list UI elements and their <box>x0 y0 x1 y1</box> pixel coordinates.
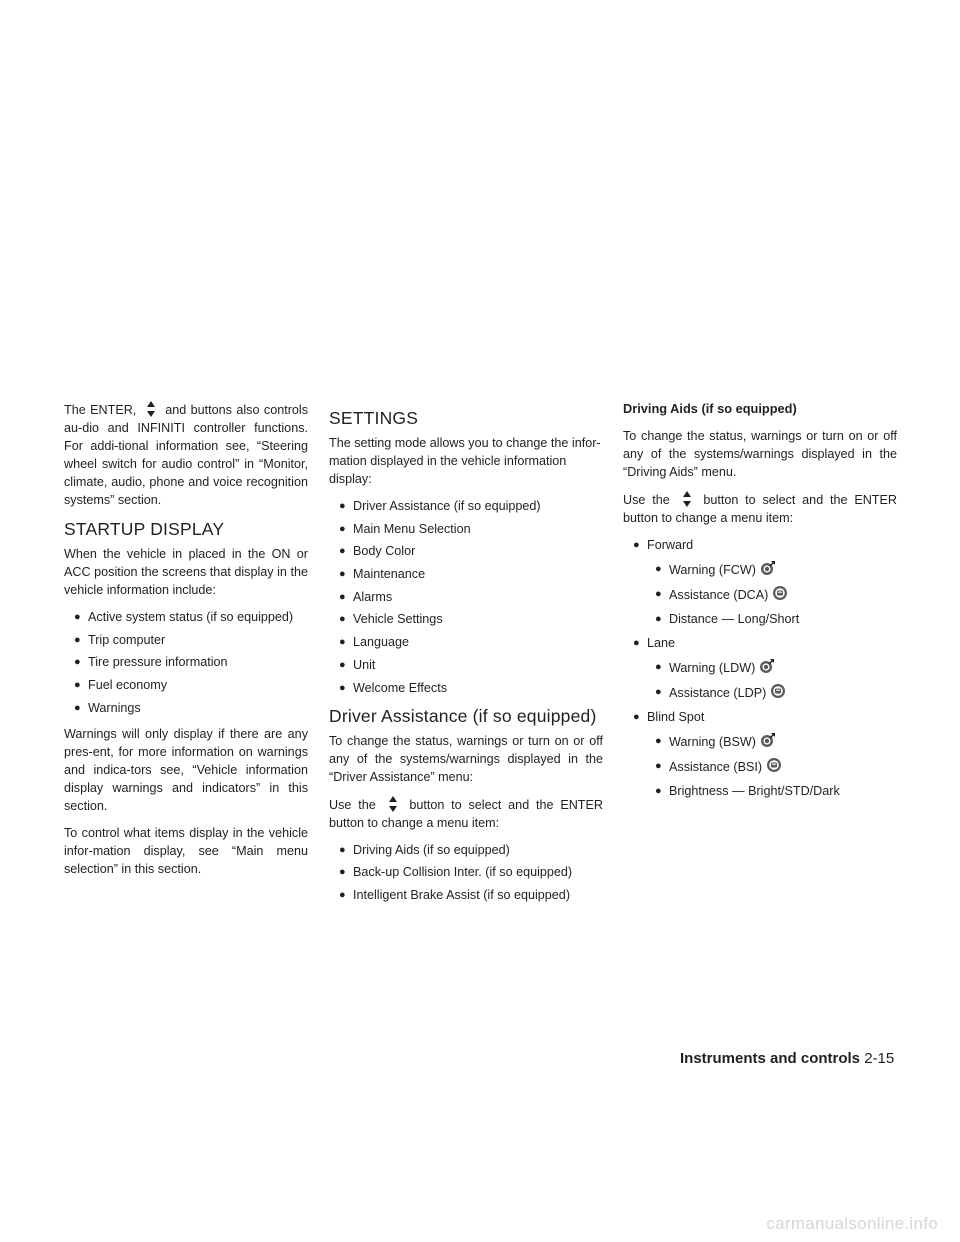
list-item-text: Alarms <box>353 589 393 604</box>
list-item-text: Assistance (BSI) <box>669 760 763 774</box>
use-text-start: Use the <box>329 797 376 812</box>
list-item <box>339 565 603 583</box>
list-item-text: Trip computer <box>88 632 166 647</box>
blind-spot-sublist <box>647 732 897 800</box>
list-item-blind-spot <box>633 708 897 800</box>
list-item <box>339 588 603 606</box>
assist-system-icon <box>772 585 788 601</box>
list-item <box>339 542 603 560</box>
list-item <box>655 757 897 776</box>
up-down-arrows-icon <box>143 400 159 418</box>
list-item <box>655 732 897 751</box>
startup-display-heading: STARTUP DISPLAY <box>64 519 225 539</box>
bullet: ● <box>74 701 81 714</box>
list-item-text: Vehicle Settings <box>353 612 443 627</box>
list-item <box>74 653 308 671</box>
bullet: ● <box>339 681 346 694</box>
bullet: ● <box>655 661 662 673</box>
list-item-text: Driving Aids (if so equipped) <box>353 842 510 857</box>
forward-sublist <box>647 560 897 628</box>
list-item-text: Warning (FCW) <box>669 563 756 577</box>
list-item-text: Tire pressure information <box>88 655 228 670</box>
bullet: ● <box>339 500 346 512</box>
startup-list <box>64 608 308 717</box>
bullet: ● <box>339 590 346 603</box>
up-down-arrows-icon <box>385 795 401 813</box>
bullet: ● <box>655 785 662 797</box>
list-item <box>655 683 897 702</box>
page-footer <box>680 1050 894 1067</box>
list-item <box>655 585 897 604</box>
startup-paragraph: When the vehicle in placed in the ON or ACC position the screens that display in the vehicle information include: <box>64 547 308 597</box>
list-item-text: Welcome Effects <box>353 680 448 695</box>
use-text-end: button to select and the ENTER button to change a menu item: <box>623 493 897 525</box>
bullet: ● <box>633 711 640 723</box>
bullet: ● <box>339 658 346 671</box>
blind-spot-label: Blind Spot <box>647 710 705 724</box>
driving-aids-heading: Driving Aids (if so equipped) <box>623 401 797 416</box>
driving-aids-list <box>623 536 897 800</box>
list-item-text: Body Color <box>353 544 416 559</box>
bullet: ● <box>339 568 346 581</box>
list-item-text: Distance — Long/Short <box>669 612 800 626</box>
page-number: 2-15 <box>864 1050 895 1067</box>
lane-label: Lane <box>647 636 676 650</box>
bullet: ● <box>655 613 662 625</box>
list-item <box>339 520 603 538</box>
control-paragraph: To control what items display in the vehicle infor-mation display, see “Main menu selection” in this section. <box>64 825 308 876</box>
intro-text-start: The ENTER, <box>64 403 137 417</box>
driver-assistance-paragraph: To change the status, warnings or turn on or off any of the systems/warnings displayed in the “Driver Assistance” menu: <box>329 733 603 784</box>
list-item-text: Warning (BSW) <box>669 735 756 749</box>
section-title: Instruments and controls <box>680 1050 861 1067</box>
bullet: ● <box>655 563 662 575</box>
up-down-arrows-icon <box>679 490 695 508</box>
warning-system-icon <box>760 560 776 576</box>
intro-text-end: and buttons also controls au-dio and INFINITI controller functions. For addi-tional information see, “Steering wheel switch for audio control” in “Monitor, climate, audio, phone and voice recognition systems” section. <box>64 403 308 507</box>
intro-paragraph <box>64 400 308 509</box>
list-item <box>74 676 308 694</box>
list-item-text: Brightness — Bright/STD/Dark <box>669 784 840 798</box>
bullet: ● <box>655 588 662 600</box>
assist-system-icon <box>770 683 786 699</box>
list-item-text: Active system status (if so equipped) <box>88 610 294 624</box>
column-right <box>623 400 897 808</box>
bullet: ● <box>633 539 640 551</box>
list-item-lane <box>633 634 897 702</box>
list-item-text: Back-up Collision Inter. (if so equipped) <box>353 865 573 880</box>
bullet: ● <box>74 633 81 646</box>
bullet: ● <box>655 686 662 698</box>
bullet: ● <box>339 636 346 649</box>
bullet: ● <box>655 735 662 747</box>
driver-assistance-heading: Driver Assistance (if so equipped) <box>329 705 597 726</box>
driver-assistance-use-paragraph <box>329 795 603 832</box>
bullet: ● <box>339 545 346 558</box>
list-item-text: Unit <box>353 657 376 672</box>
list-item <box>74 631 308 649</box>
list-item-text: Intelligent Brake Assist (if so equipped) <box>353 887 571 902</box>
list-item-text: Fuel economy <box>88 678 168 693</box>
settings-heading: SETTINGS <box>329 408 419 428</box>
bullet: ● <box>74 679 81 692</box>
list-item <box>339 610 603 628</box>
list-item <box>74 699 308 717</box>
bullet: ● <box>74 611 81 623</box>
use-text-start: Use the <box>623 493 670 507</box>
bullet: ● <box>655 760 662 772</box>
bullet: ● <box>339 843 346 856</box>
assist-system-icon <box>766 757 782 773</box>
list-item <box>339 679 603 697</box>
list-item <box>655 560 897 579</box>
forward-label: Forward <box>647 538 694 552</box>
bullet: ● <box>339 888 346 901</box>
list-item <box>339 656 603 674</box>
settings-paragraph: The setting mode allows you to change the infor-mation displayed in the vehicle information display: <box>329 436 601 486</box>
driving-aids-paragraph: To change the status, warnings or turn on or off any of the systems/warnings displayed in the “Driving Aids” menu. <box>623 429 897 479</box>
list-item-text: Driver Assistance (if so equipped) <box>353 499 541 513</box>
list-item <box>339 841 603 859</box>
column-left <box>64 400 308 887</box>
list-item <box>339 497 603 515</box>
warning-system-icon <box>760 732 776 748</box>
use-text-end: button to select and the ENTER button to change a menu item: <box>329 797 603 830</box>
bullet: ● <box>339 522 346 535</box>
list-item-text: Main Menu Selection <box>353 521 471 536</box>
bullet: ● <box>633 637 640 649</box>
watermark: carmanualsonline.info <box>766 1214 938 1233</box>
list-item-text: Assistance (LDP) <box>669 686 767 700</box>
list-item <box>339 886 603 904</box>
list-item <box>655 782 897 800</box>
warning-system-icon <box>759 658 775 674</box>
bullet: ● <box>339 866 346 879</box>
list-item <box>339 633 603 651</box>
list-item <box>655 610 897 628</box>
list-item-text: Language <box>353 635 410 650</box>
bullet: ● <box>339 613 346 626</box>
driving-aids-use-paragraph <box>623 490 897 527</box>
list-item-text: Warnings <box>88 700 141 715</box>
list-item-text: Maintenance <box>353 567 426 582</box>
driver-assistance-list <box>329 841 603 904</box>
list-item-forward <box>633 536 897 628</box>
list-item-text: Assistance (DCA) <box>669 588 769 602</box>
warnings-paragraph: Warnings will only display if there are any pres-ent, for more information on warnings and indica-tors see, “Vehicle information display warnings and indicators” in this section. <box>64 726 308 813</box>
list-item-text: Warning (LDW) <box>669 661 756 675</box>
list-item <box>655 658 897 677</box>
list-item <box>339 863 603 881</box>
bullet: ● <box>74 656 81 669</box>
lane-sublist <box>647 658 897 702</box>
column-middle <box>329 400 603 912</box>
list-item <box>74 608 308 626</box>
settings-list <box>329 497 603 697</box>
